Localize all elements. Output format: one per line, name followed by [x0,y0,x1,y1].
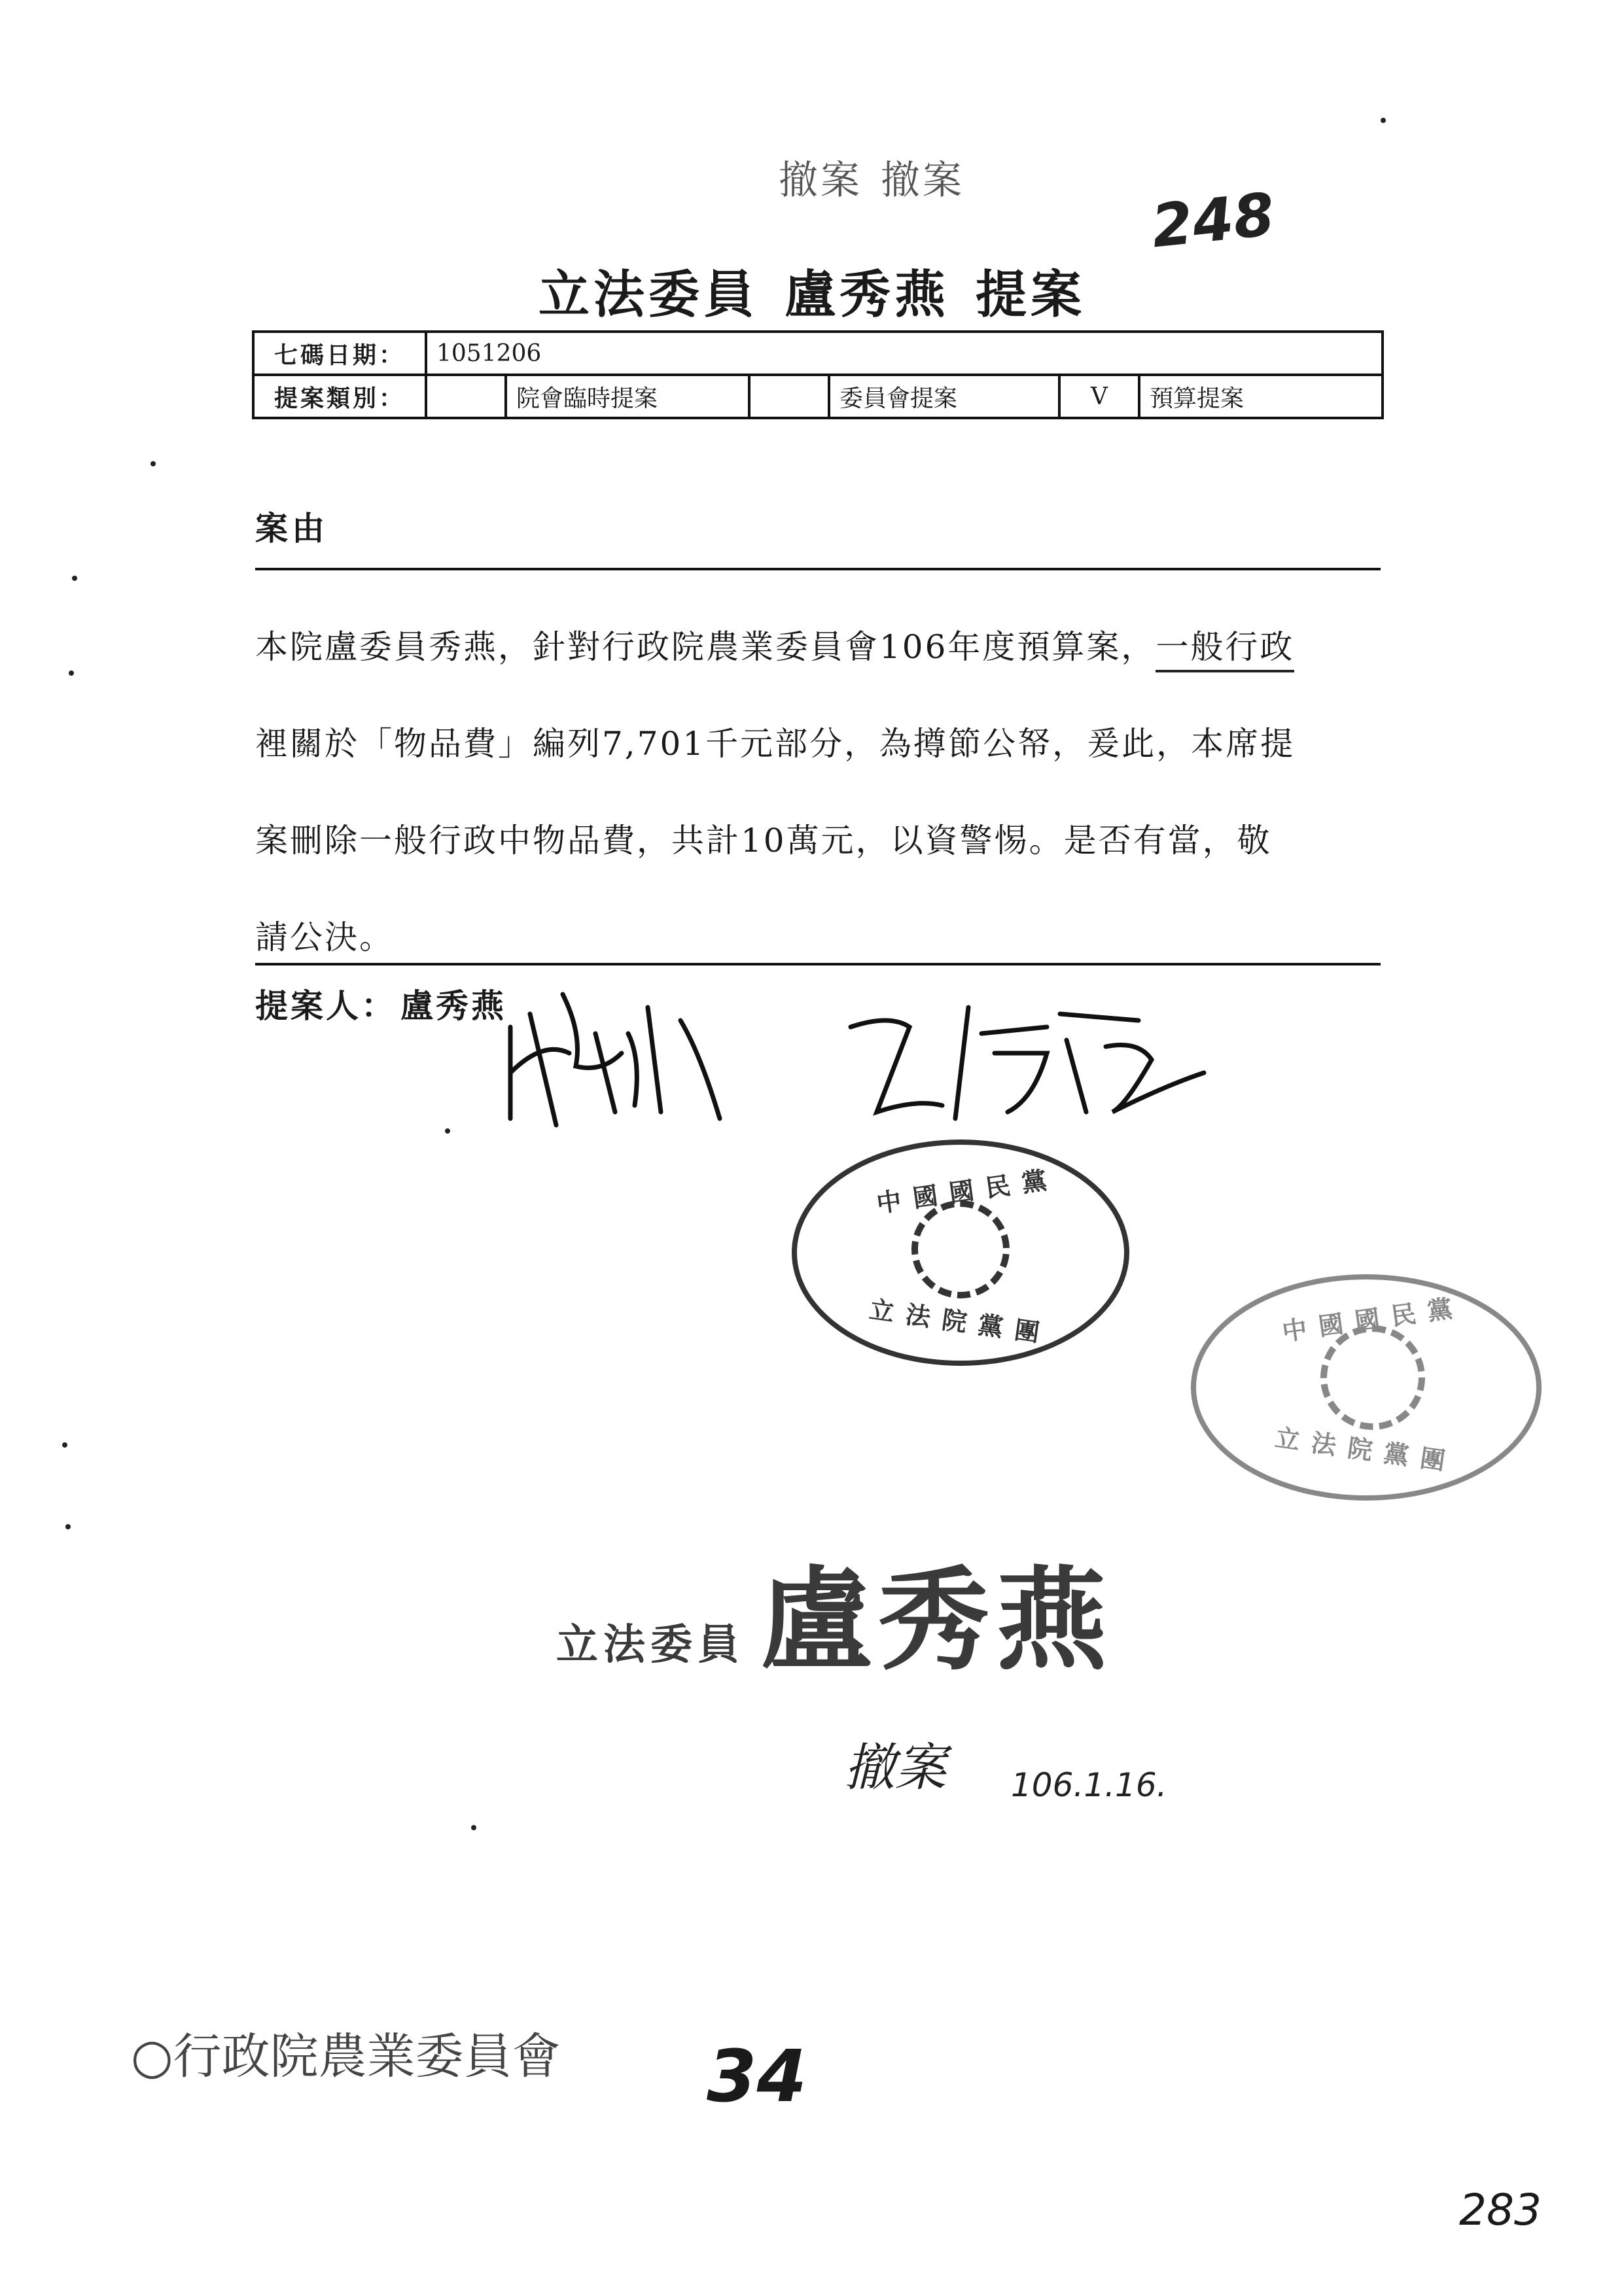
type-label: 提案類別： [253,375,426,418]
case-line-4: 請公決。 [255,918,394,956]
footer-organization: ○行政院農業委員會 [131,2028,561,2085]
seal-top-text: 中國國民黨 [874,1163,1061,1219]
page-title [0,254,1624,327]
scan-speck [69,670,74,676]
scan-speck [150,461,156,466]
proposer-label: 提案人： [255,986,397,1025]
type-label-committee: 委員會提案 [829,375,1059,418]
case-line-1: 本院盧委員秀燕，針對行政院農業委員會106年度預算案，一般行政 [255,599,1381,695]
type-mark-committee [749,375,829,418]
title-name: 盧秀燕 [784,265,949,324]
scan-speck [62,1442,67,1448]
type-mark-budget: V [1059,375,1139,418]
emblem-icon [911,1200,1010,1298]
party-seal [792,1139,1129,1366]
name-stamp [556,1531,1114,1691]
scan-speck [1381,118,1386,123]
divider-top [255,568,1381,570]
scan-speck [471,1825,476,1830]
party-seal-faded [1191,1274,1542,1501]
case-heading: 案由 [255,509,328,548]
date-label: 七碼日期： [253,332,426,375]
type-mark-plenary [426,375,506,418]
date-value: 1051206 [426,332,1383,375]
scan-speck [65,1524,71,1529]
handwritten-withdrawn: 撤案 [844,1739,947,1798]
case-line-2: 裡關於「物品費」編列7,701千元部分，為撙節公帑，爰此，本席提 [255,725,1296,763]
case-line-3: 案刪除一般行政中物品費，共計10萬元，以資警惕。是否有當，敬 [255,822,1272,860]
signatures [484,955,1256,1151]
handwritten-date: 106.1.16. [1011,1766,1167,1804]
scan-speck [445,1128,450,1134]
withdraw-stamp-2: 撤案 [881,158,964,203]
name-stamp-role: 立法委員 [556,1620,745,1669]
footer-number: 34 [707,2034,807,2118]
info-table [252,330,1384,419]
proposer-name: 盧秀燕 [400,986,506,1025]
page-number: 283 [1459,2185,1542,2235]
seal-bottom-text: 立法院黨團 [867,1294,1053,1349]
withdraw-stamps [779,149,983,205]
underlined-phrase: 一般行政 [1156,628,1294,672]
seal-top-text: 中國國民黨 [1280,1291,1466,1347]
emblem-icon [1320,1325,1425,1430]
title-suffix: 提案 [976,265,1086,324]
scan-speck [72,576,77,581]
proposer-line [255,980,506,1027]
handwritten-number: 248 [1148,180,1278,262]
name-stamp-name: 盧秀燕 [760,1555,1114,1686]
type-label-plenary: 院會臨時提案 [506,375,749,418]
seal-bottom-text: 立法院黨團 [1273,1422,1459,1478]
type-label-budget: 預算提案 [1139,375,1383,418]
withdraw-stamp-1: 撤案 [779,158,862,203]
case-body [255,599,1381,986]
title-role: 立法委員 [538,265,758,324]
type-row [253,375,1383,418]
date-row [253,332,1383,375]
